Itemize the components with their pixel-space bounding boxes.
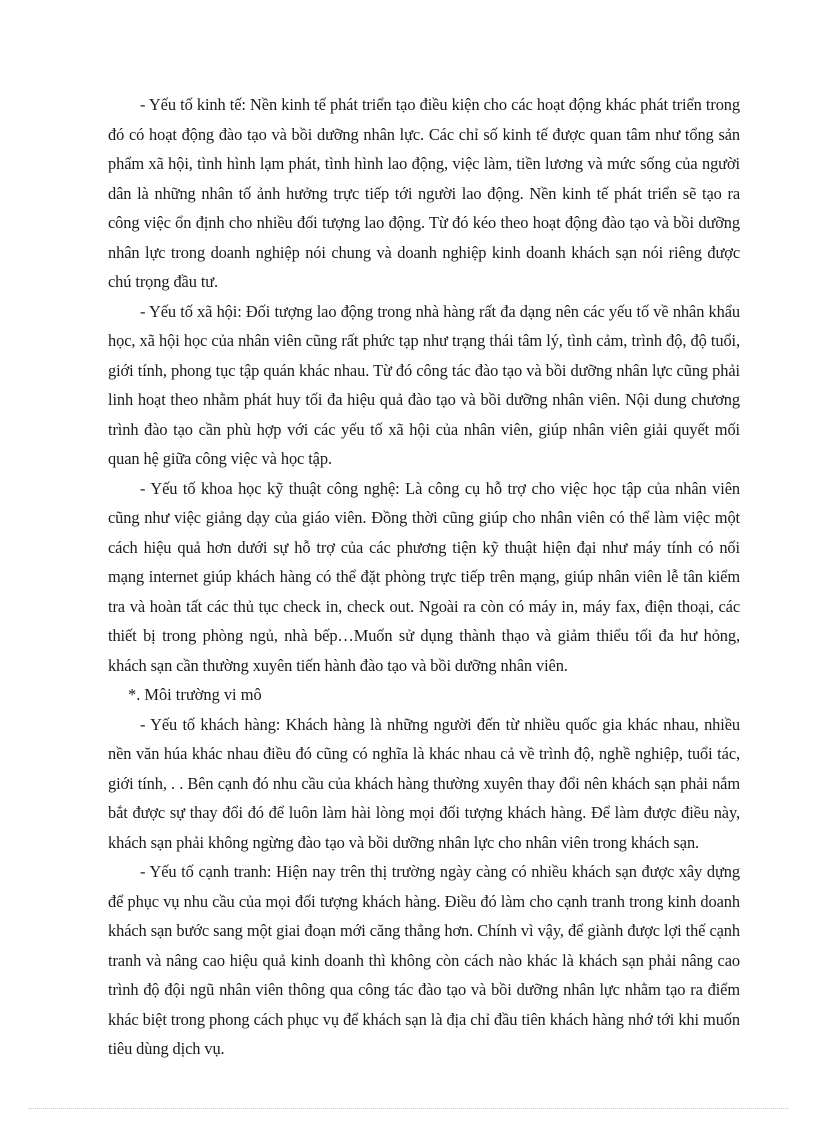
document-page [108, 90, 740, 1064]
page-bottom-rule [28, 1108, 788, 1109]
paragraph-social-factor: - Yếu tố xã hội: Đối tượng lao động trong nhà hàng rất đa dạng nên các yếu tố về nhân khẩu học, xã hội học của nhân viên cũng rất phức tạp như trạng thái tâm lý, tình cảm, trình độ, độ tuổi, giới tính, phong tục tập quán khác nhau. Từ đó công tác đào tạo và bồi dưỡng nhân lực cũng phải linh hoạt theo nhằm phát huy tối đa hiệu quả đào tạo và bồi dưỡng nhân viên. Nội dung chương trình đào tạo cần phù hợp với các yếu tố xã hội của nhân viên, giúp nhân viên giải quyết mối quan hệ giữa công việc và học tập. [108, 301, 740, 468]
section-heading-micro-environment: *. Môi trường vi mô [128, 685, 262, 704]
paragraph-economic-factor: - Yếu tố kinh tế: Nền kinh tế phát triển tạo điều kiện cho các hoạt động khác phát triển trong đó có hoạt động đào tạo và bồi dưỡng nhân lực. Các chỉ số kinh tế được quan tâm như tổng sản phẩm xã hội, tình hình lạm phát, tình hình lao động, việc làm, tiền lương và mức sống của người dân là những nhân tố ảnh hưởng trực tiếp tới người lao động. Nền kinh tế phát triển sẽ tạo ra công việc ổn định cho nhiều đối tượng lao động. Từ đó kéo theo hoạt động đào tạo và bồi dưỡng nhân lực trong doanh nghiệp nói chung và doanh nghiệp kinh doanh khách sạn nói riêng được chú trọng đầu tư. [108, 95, 740, 291]
paragraph-competition-factor: - Yếu tố cạnh tranh: Hiện nay trên thị trường ngày càng có nhiều khách sạn được xây dựng để phục vụ nhu cầu của mọi đối tượng khách hàng. Điều đó làm cho cạnh tranh trong kinh doanh khách sạn bước sang một giai đoạn mới căng thẳng hơn. Chính vì vậy, để giành được lợi thế cạnh tranh và nâng cao hiệu quả kinh doanh thì không còn cách nào khác là khách sạn phải nâng cao trình độ đội ngũ nhân viên thông qua công tác đào tạo và bồi dưỡng nhân lực nhằm tạo ra điểm khác biệt trong phong cách phục vụ để khách sạn là địa chỉ đầu tiên khách hàng nhớ tới khi muốn tiêu dùng dịch vụ. [108, 862, 740, 1058]
paragraph-customer-factor: - Yếu tố khách hàng: Khách hàng là những người đến từ nhiều quốc gia khác nhau, nhiều nền văn húa khác nhau điều đó cũng có nghĩa là khác nhau cả về trình độ, nghề nghiệp, tuổi tác, giới tính, . . Bên cạnh đó nhu cầu của khách hàng thường xuyên thay đổi nên khách sạn phải nắm bắt được sự thay đổi đó để luôn làm hài lòng mọi đối tượng khách hàng. Để làm được điều này, khách sạn phải không ngừng đào tạo và bồi dưỡng nhân lực cho nhân viên trong khách sạn. [108, 714, 740, 852]
paragraph-technology-factor: - Yếu tố khoa học kỹ thuật công nghệ: Là công cụ hỗ trợ cho việc học tập của nhân viên cũng như việc giảng dạy của giáo viên. Đồng thời cũng giúp cho nhân viên có thể làm việc một cách hiệu quả hơn dưới sự hỗ trợ của các phương tiện kỹ thuật hiện đại như máy tính có nối mạng internet giúp khách hàng có thể đặt phòng trực tiếp trên mạng, giúp nhân viên lễ tân kiểm tra và hoàn tất các thủ tục check in, check out. Ngoài ra còn có máy in, máy fax, điện thoại, các thiết bị trong phòng ngủ, nhà bếp…Muốn sử dụng thành thạo và giảm thiểu tối đa hư hỏng, khách sạn cần thường xuyên tiến hành đào tạo và bồi dưỡng nhân viên. [108, 478, 740, 675]
